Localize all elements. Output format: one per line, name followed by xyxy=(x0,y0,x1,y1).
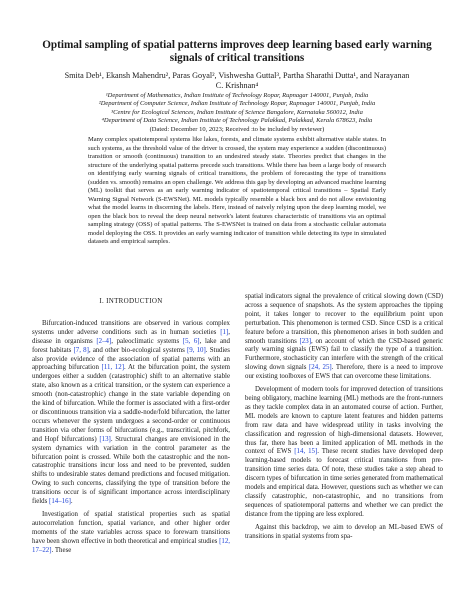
affiliation-3: ³Centre for Ecological Sciences, Indian Institute of Science Bangalore, Karnataka 560012, India xyxy=(111,108,363,116)
citation-link[interactable]: [23] xyxy=(299,337,311,345)
intro-paragraph-3: Development of modern tools for improved detection of transitions being obligatory, machine learning (ML) methods are the front-runners as they tackle complex data in an automated course of action. Further, ML models are known to capture latent features and hidden patterns from raw data and have widespread utility in tasks involving the classification and regression of high-dimensional datasets. However, thus far, there has been a limited application of ML methods in the context of EWS [14, 15]. These recent studies have developed deep learning-based models to forecast critical transitions from pre-transition time series data. Of note, these studies take a step ahead to discern types of bifurcation in time series generated from mathematical models and empirical data. However, questions such as whether we can classify catastrophic, non-catastrophic, and no transitions from sequences of spatiotemporal patterns and whether we can predict the distance from the tipping are less explored. xyxy=(245,386,443,518)
citation-link[interactable]: [7, 8] xyxy=(73,346,89,354)
affiliations xyxy=(20,92,454,134)
citation-link[interactable]: [5, 6] xyxy=(182,337,200,345)
intro-paragraph-4: Against this backdrop, we aim to develop an ML-based EWS of transitions in spatial systems from spa- xyxy=(245,523,443,540)
citation-link[interactable]: [11, 12] xyxy=(101,364,124,372)
citation-link[interactable]: [14–16] xyxy=(49,498,71,506)
right-column xyxy=(245,293,443,545)
citation-link[interactable]: [14, 15] xyxy=(294,448,318,456)
citation-link[interactable]: [24, 25] xyxy=(309,364,332,372)
intro-paragraph-1: Bifurcation-induced transitions are observed in various complex systems under adverse conditions such as in human societies [1], disease in organisms [2–4], paleoclimatic systems [5, 6], lake and forest habitats [7, 8], and other bio-ecological systems [9, 10]. Studies also provide evidence of the association of spatial patterns with an approaching bifurcation [11, 12]. At the bifurcation point, the system undergoes either a sudden (catastrophic) shift to an alternative stable state, also known as a critical transition, or the system can experience a smooth (non-catastrophic) change in the state variable depending on the kind of bifurcation. While the former is associated with a first-order or discontinuous transition via a saddle-node/fold bifurcation, the latter occurs whenever the system undergoes a second-order or continuous transition via other forms of bifurcations (e.g., transcritical, pitchfork, and Hopf bifurcations) [13]. Structural changes are envisioned in the system dynamics with variation in the control parameter as the bifurcation point is crossed. While both the catastrophic and the non-catastrophic transitions incur loss and need to be prevented, sudden shifts to undesirable states demand predictions and focused mitigation. Owing to such concerns, classifying the type of transition before the transitions occur is of significant importance across interdisciplinary fields [14–16]. xyxy=(32,319,231,506)
citation-link[interactable]: [9, 10] xyxy=(186,346,206,354)
left-column xyxy=(32,293,230,559)
affiliation-4: ⁴Department of Data Science, Indian Institute of Technology Palakkad, Palakkad, Kerala 678623, India xyxy=(101,117,373,125)
citation-link[interactable]: [13] xyxy=(99,435,111,443)
abstract: Many complex spatiotemporal systems like lakes, forests, and climate systems exhibit alternative stable states. In such systems, as the threshold value of the driver is crossed, the system may experience a sudden (discontinuous) transition or smooth (continuous) transition to an undesired steady state. Theories predict that changes in the structure of the underlying spatial patterns precede such transitions. While there has been a large body of research on identifying early warning signals of critical transitions, the problem of forecasting the type of transitions (sudden vs. smooth) remains an open challenge. We address this gap by developing an advanced machine learning (ML) toolkit that serves as an early warning indicator of spatiotemporal critical transitions – Spatial Early Warning Signal Network (S-EWSNet). ML models typically resemble a black box and do not allow envisioning what the model learns in discerning the labels. Here, instead of naively relying upon the deep learning model, we open the black box to reveal the deep neural network's latent features characteristic of transitions via an optimal sampling strategy (OSS) of spatial patterns. The S-EWSNet is trained on data from a stochastic cellular automata model deploying the OSS. It provides an early warning indicator of transition while detecting its type in simulated datasets and empirical samples. xyxy=(88,136,386,245)
intro-paragraph-2-continued: spatial indicators signal the prevalence of critical slowing down (CSD) across a sequence of snapshots. As the system approaches the tipping point, it takes longer to recover to the equilibrium point upon perturbation. This phenomenon is termed CSD. Since CSD is a critical feature before a transition, this phenomenon arises in both sudden and smooth transitions [23], on account of which the CSD-based generic early warning signals (EWS) fail to classify the type of a transition. Furthermore, stochasticity can interfere with the strength of the critical slowing down signals [24, 25]. Therefore, there is a need to improve our existing toolboxes of EWS that can overcome these limitations. xyxy=(245,293,443,381)
citation-link[interactable]: [1] xyxy=(220,328,229,336)
affiliation-1: ¹Department of Mathematics, Indian Institute of Technology Ropar, Rupnagar 140001, Punjab, India xyxy=(105,92,369,99)
author-list: Smita Deb¹, Ekansh Mahendru², Paras Goyal², Vishwesha Guttal³, Partha Sharathi Dutta¹, and Narayanan C. Krishnan⁴ xyxy=(64,71,410,91)
citation-link[interactable]: [12, 17–22] xyxy=(32,537,230,554)
dated-line: (Dated: December 10, 2023; Received :to be included by reviewer) xyxy=(149,125,325,133)
citation-link[interactable]: [2–4] xyxy=(96,337,112,345)
paper-title: Optimal sampling of spatial patterns improves deep learning based early warning signals of critical transitions xyxy=(42,39,432,64)
section-heading: I. INTRODUCTION xyxy=(99,297,163,305)
affiliation-2: ²Department of Computer Science, Indian Institute of Technology Ropar, Rupnagar 140001, Punjab, India xyxy=(98,100,376,108)
intro-paragraph-2: Investigation of spatial statistical properties such as spatial autocorrelation function, spatial variance, and other higher order moments of the state variables across space to forewarn transitions have been shown effective in both theoretical and empirical studies [12, 17–22]. These xyxy=(32,510,230,554)
